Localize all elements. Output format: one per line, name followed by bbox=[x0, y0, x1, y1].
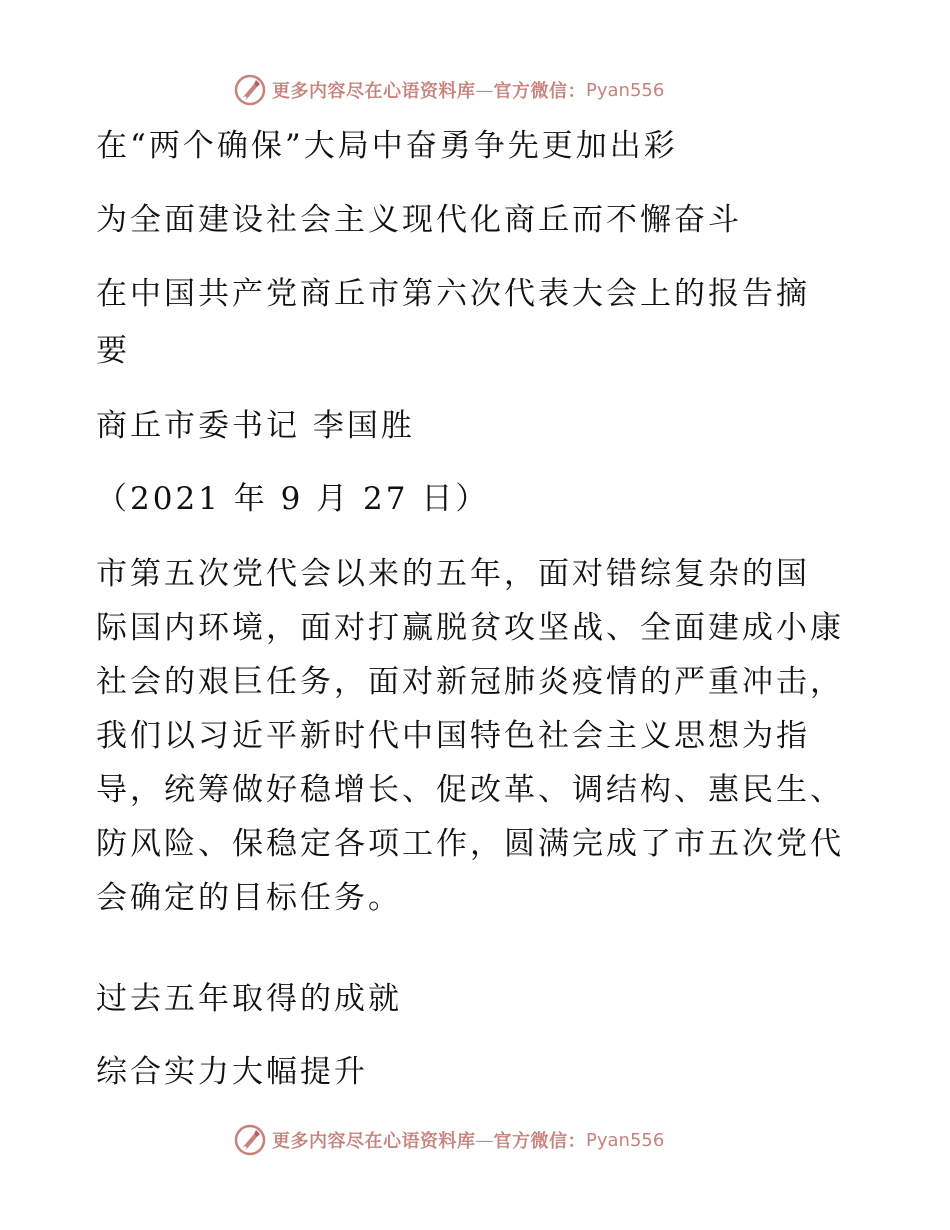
pen-logo-icon bbox=[234, 74, 266, 106]
paragraph-line: 我们以习近平新时代中国特色社会主义思想为指 bbox=[96, 718, 810, 754]
subtitle-line-2: 要 bbox=[96, 333, 130, 369]
watermark-contact: 官方微信： bbox=[493, 81, 586, 102]
heading-strength: 综合实力大幅提升 bbox=[96, 1054, 368, 1090]
author-line: 商丘市委书记 李国胜 bbox=[96, 408, 415, 444]
paragraph-line: 市第五次党代会以来的五年，面对错综复杂的国 bbox=[96, 556, 810, 592]
watermark-separator: — bbox=[475, 79, 494, 101]
watermark-separator: — bbox=[475, 1129, 494, 1151]
watermark-text: 更多内容尽在心语资料库 bbox=[272, 1131, 476, 1152]
body-paragraph bbox=[96, 556, 844, 934]
paragraph-line: 际国内环境，面对打赢脱贫攻坚战、全面建成小康 bbox=[96, 610, 844, 646]
title-line-1: 在“两个确保”大局中奋勇争先更加出彩 bbox=[96, 128, 678, 164]
paragraph-line: 社会的艰巨任务，面对新冠肺炎疫情的严重冲击， bbox=[96, 664, 844, 700]
date-line: （2021 年 9 月 27 日） bbox=[96, 481, 490, 517]
watermark-id: Pyan556 bbox=[586, 79, 665, 101]
watermark-text: 更多内容尽在心语资料库 bbox=[272, 81, 476, 102]
pen-logo-icon bbox=[234, 1124, 266, 1156]
paragraph-line: 防风险、保稳定各项工作，圆满完成了市五次党代 bbox=[96, 826, 844, 862]
title-line-2: 为全面建设社会主义现代化商丘而不懈奋斗 bbox=[96, 202, 742, 238]
subtitle-line-1: 在中国共产党商丘市第六次代表大会上的报告摘 bbox=[96, 276, 810, 312]
watermark-id: Pyan556 bbox=[586, 1129, 665, 1151]
watermark-banner-top bbox=[234, 72, 664, 108]
paragraph-line: 会确定的目标任务。 bbox=[96, 880, 402, 916]
paragraph-line: 导，统筹做好稳增长、促改革、调结构、惠民生、 bbox=[96, 772, 844, 808]
watermark-contact: 官方微信： bbox=[493, 1131, 586, 1152]
watermark-banner-bottom bbox=[234, 1122, 664, 1158]
heading-achievements: 过去五年取得的成就 bbox=[96, 981, 402, 1017]
